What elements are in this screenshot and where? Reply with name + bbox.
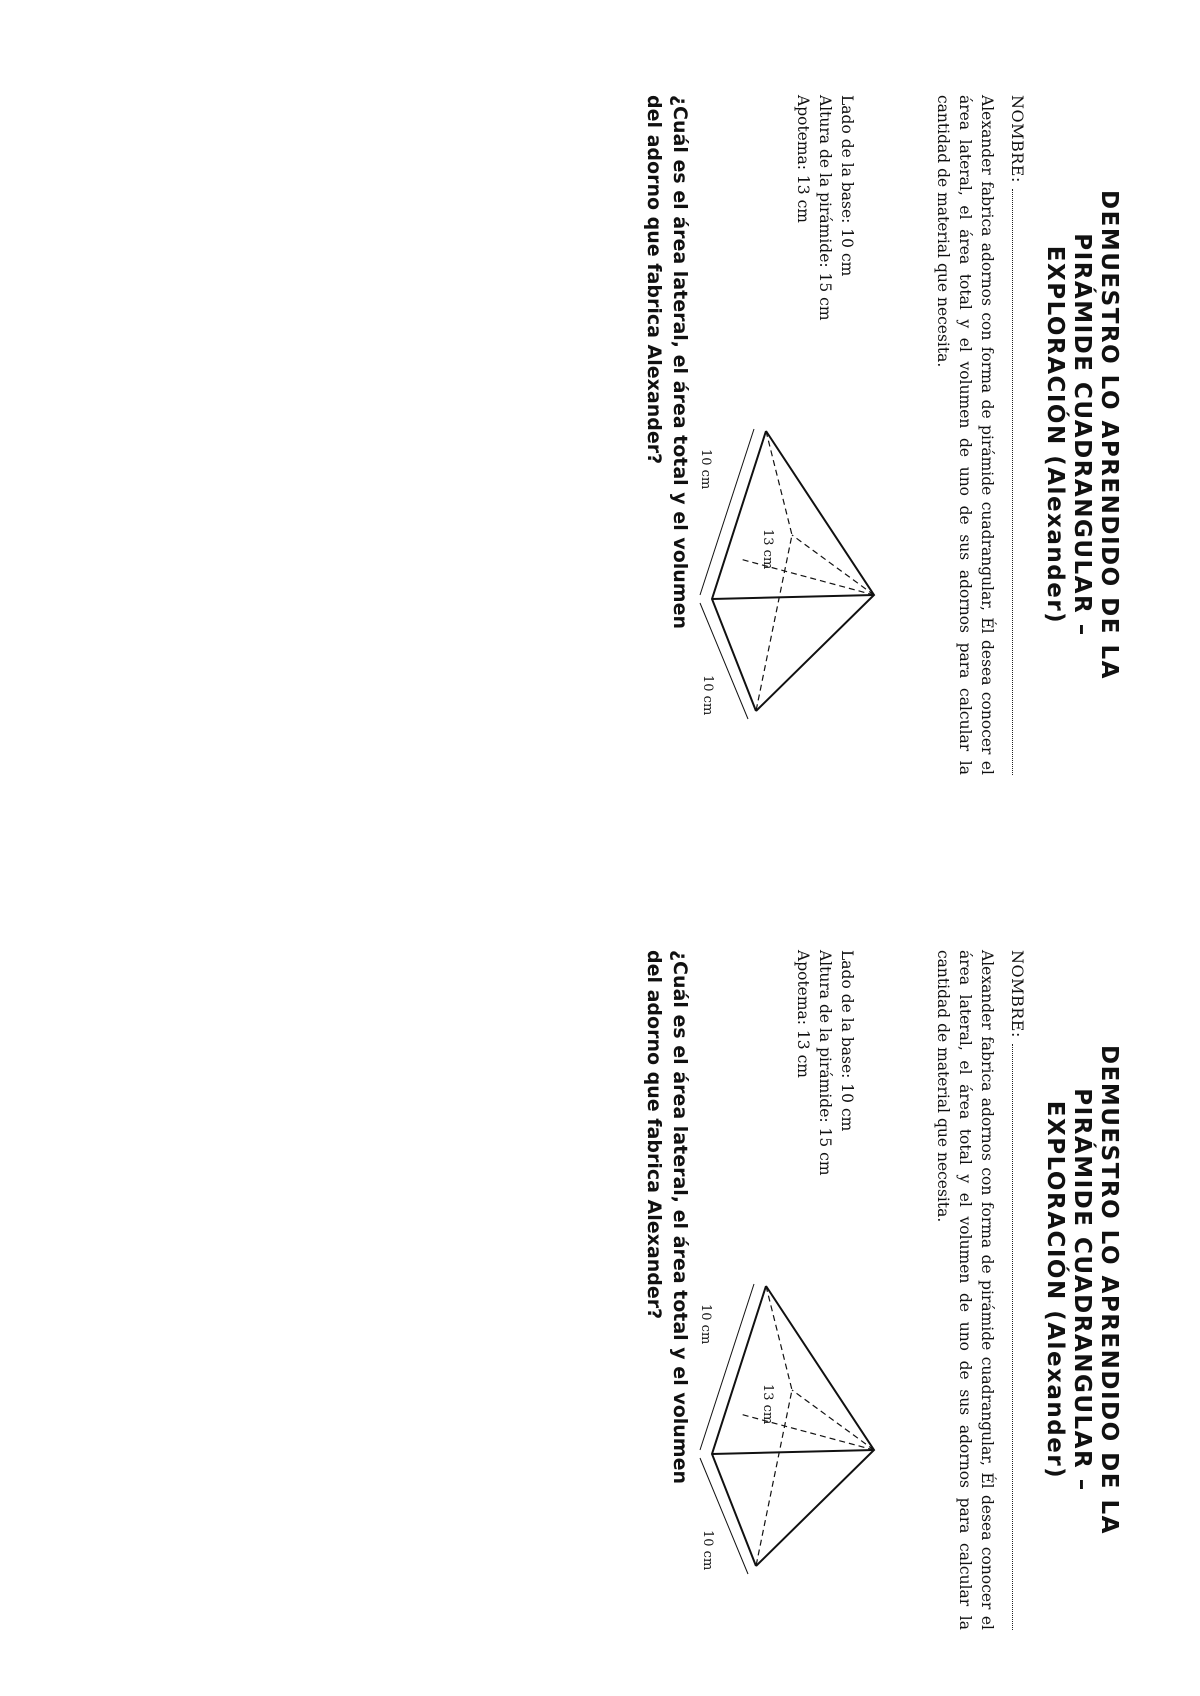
base-side-text: Lado de la base: 10 cm — [838, 95, 856, 277]
worksheet-title — [1041, 95, 1130, 775]
problem-statement: Alexander fabrica adornos con forma de pirámide cuadrangular, Él desea conocer el área lateral, el área total y el volumen de uno de sus adornos para calcular la cantidad de material que necesita. — [934, 95, 996, 775]
worksheet-title — [1041, 950, 1130, 1630]
pyramid-base-front — [712, 1286, 766, 1566]
given-data — [792, 950, 858, 1176]
pyramid-hidden-edge — [792, 535, 874, 595]
apothem-text: Apotema: 13 cm — [794, 95, 812, 223]
name-field-row — [1008, 950, 1027, 1630]
pyramid-solid-edges — [756, 1286, 874, 1566]
name-blank-line[interactable] — [1012, 189, 1027, 775]
pyramid-front-edge — [712, 595, 874, 599]
right-edge-label: 10 cm — [700, 1530, 715, 1571]
apothem-label: 13 cm — [760, 529, 775, 570]
pyramid-figure — [696, 425, 882, 765]
name-label: NOMBRE: — [1008, 95, 1027, 183]
title-line-1: DEMUESTRO LO APRENDIDO DE LA — [1096, 1045, 1122, 1535]
apothem-label: 13 cm — [760, 1384, 775, 1425]
title-line-1: DEMUESTRO LO APRENDIDO DE LA — [1096, 190, 1122, 680]
base-side-text: Lado de la base: 10 cm — [838, 950, 856, 1132]
pyramid-figure — [696, 1280, 882, 1620]
right-edge-label: 10 cm — [700, 675, 715, 716]
pyramid-hidden-edge — [792, 1390, 874, 1450]
question-text: ¿Cuál es el área lateral, el área total y el volumen del adorno que fabrica Alexander? — [643, 95, 691, 630]
title-line-2: PIRÁMIDE CUADRANGULAR – — [1069, 1088, 1095, 1492]
left-edge-label: 10 cm — [698, 449, 713, 490]
problem-statement: Alexander fabrica adornos con forma de pirámide cuadrangular, Él desea conocer el área lateral, el área total y el volumen de uno de sus adornos para calcular la cantidad de material que necesita. — [934, 950, 996, 1630]
pyramid-front-edge — [712, 1450, 874, 1454]
worksheet-panel-bottom — [620, 950, 1130, 1630]
given-data — [792, 95, 858, 321]
name-field-row — [1008, 95, 1027, 775]
title-line-3: EXPLORACIÓN (Alexander) — [1042, 1100, 1068, 1480]
name-blank-line[interactable] — [1012, 1044, 1027, 1630]
question-text: ¿Cuál es el área lateral, el área total y el volumen del adorno que fabrica Alexander? — [643, 950, 691, 1485]
apothem-text: Apotema: 13 cm — [794, 950, 812, 1078]
title-line-2: PIRÁMIDE CUADRANGULAR – — [1069, 233, 1095, 637]
title-line-3: EXPLORACIÓN (Alexander) — [1042, 245, 1068, 625]
left-edge-label: 10 cm — [698, 1304, 713, 1345]
pyramid-solid-edges — [756, 431, 874, 711]
pyramid-height-text: Altura de la pirámide: 15 cm — [816, 950, 834, 1176]
name-label: NOMBRE: — [1008, 950, 1027, 1038]
pyramid-height-text: Altura de la pirámide: 15 cm — [816, 95, 834, 321]
worksheet-panel-top — [620, 95, 1130, 775]
pyramid-base-front — [712, 431, 766, 711]
